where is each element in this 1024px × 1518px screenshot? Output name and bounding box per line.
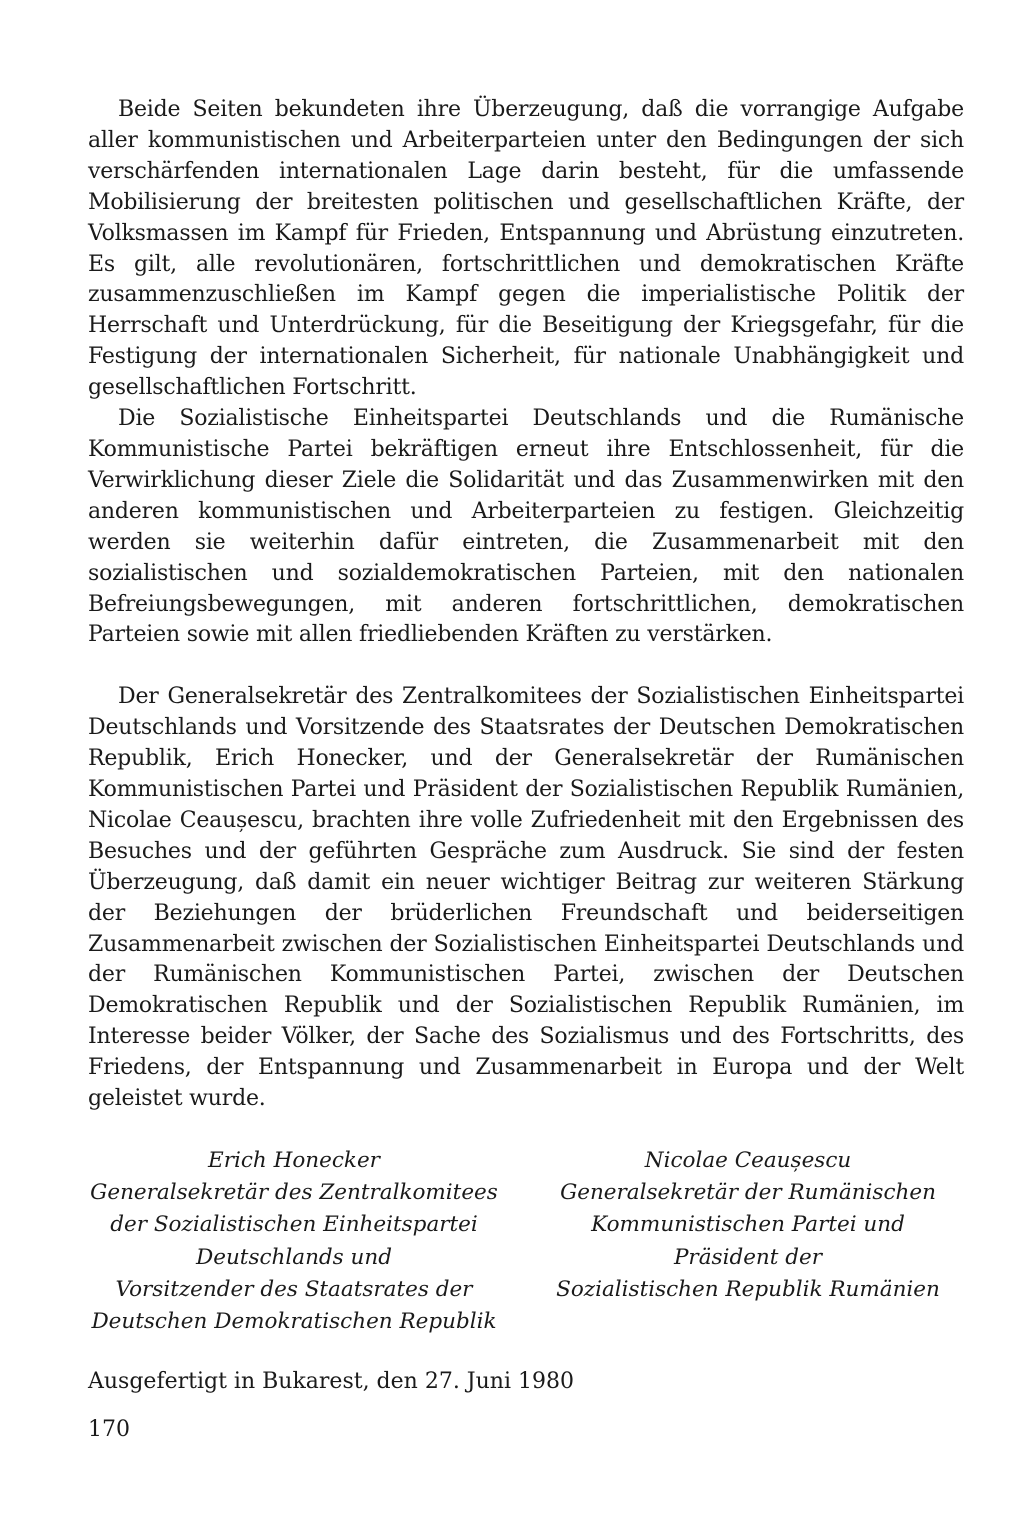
signatory-name-left: Erich Honecker <box>208 1148 380 1173</box>
paragraph-1: Beide Seiten bekundeten ihre Überzeugung, daß die vorrangige Aufgabe aller kommunistischen und Arbeiterparteien unter den Bedingungen der sich verschärfenden internationalen Lage darin besteht, für die umfassende Mobilisierung der breitesten politischen und gesellschaftlichen Kräfte, der Volksmassen im Kampf für Frieden, Entspannung und Abrüstung einzutreten. Es gilt, alle revolutionären, fortschrittlichen und demokratischen Kräfte zusammenzuschließen im Kampf gegen die imperialistische Politik der Herrschaft und Unterdrückung, für die Beseitigung der Kriegsgefahr, für die Festigung der internationalen Sicherheit, für nationale Unabhängigkeit und gesellschaftlichen Fortschritt. <box>88 97 964 401</box>
signatory-title-line: Generalsekretär des Zentralkomitees <box>90 1180 498 1206</box>
signatory-title-line: Generalsekretär der Rumänischen <box>560 1180 936 1206</box>
paragraph-2: Die Sozialistische Einheitspartei Deutschlands und die Rumänische Kommunistische Partei bekräftigen erneut ihre Entschlossenheit, für die Verwirklichung dieser Ziele die Solidarität und das Zusammenwirken mit den anderen kommunistischen und Arbeiterparteien zu festigen. Gleichzeitig werden sie weiterhin dafür eintreten, die Zusammenarbeit mit den sozialistischen und sozialdemokratischen Parteien, mit den nationalen Befreiungsbewegungen, mit anderen fortschrittlichen, demokratischen Parteien sowie mit allen friedliebenden Kräften zu verstärken. <box>88 406 964 648</box>
signatory-title-line: Deutschlands und <box>196 1244 392 1270</box>
signatory-title-line: Vorsitzender des Staatsrates der <box>115 1276 473 1302</box>
document-body <box>88 95 964 1115</box>
signatory-title-line: der Sozialistischen Einheitspartei <box>110 1212 478 1238</box>
signatory-title-line: Sozialistischen Republik Rumänien <box>556 1276 940 1302</box>
signatory-title-line: Präsident der <box>673 1244 823 1270</box>
page-number: 170 <box>88 1417 130 1442</box>
signatory-title-line: Kommunistischen Partei und <box>591 1212 905 1238</box>
paragraph-3: Der Generalsekretär des Zentralkomitees der Sozialistischen Einheitspartei Deutschlands und Vorsitzende des Staatsrates der Deutschen Demokratischen Republik, Erich Honecker, und der Generalsekretär der Rumänischen Kommunistischen Partei und Präsident der Sozialistischen Republik Rumänien, Nicolae Ceaușescu, brachten ihre volle Zufriedenheit mit den Ergebnissen des Besuches und der geführten Gespräche zum Ausdruck. Sie sind der festen Überzeugung, daß damit ein neuer wichtiger Beitrag zur weiteren Stärkung der Beziehungen der brüderlichen Freundschaft und beiderseitigen Zusammenarbeit zwischen der Sozialistischen Einheitspartei Deutschlands und der Rumänischen Kommunistischen Partei, zwischen der Deutschen Demokratischen Republik und der Sozialistischen Republik Rumänien, im Interesse beider Völker, der Sache des Sozialismus und des Fortschritts, des Friedens, der Entspannung und Zusammenarbeit in Europa und der Welt geleistet wurde. <box>88 684 964 1112</box>
place-date-line: Ausgefertigt in Bukarest, den 27. Juni 1980 <box>88 1369 574 1394</box>
signature-block <box>80 1145 960 1338</box>
signatory-title-line: Deutschen Demokratischen Republik <box>91 1309 497 1335</box>
signatory-name-right: Nicolae Ceaușescu <box>644 1148 852 1173</box>
signature-right <box>548 1145 948 1338</box>
signature-left <box>80 1145 508 1338</box>
